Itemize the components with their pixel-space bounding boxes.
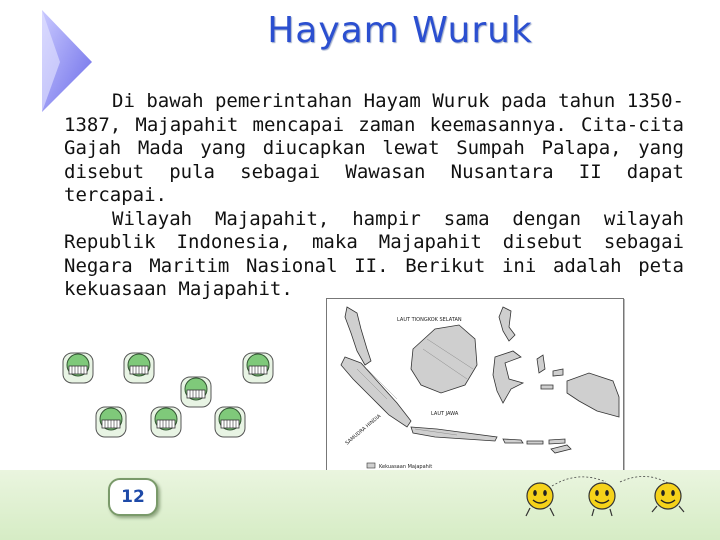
smiley-button-icon[interactable] bbox=[123, 352, 155, 384]
smiley-button-icon[interactable] bbox=[242, 352, 274, 384]
map-java bbox=[411, 427, 497, 441]
smiley-button-icon[interactable] bbox=[62, 352, 94, 384]
map-nusa-tenggara bbox=[503, 439, 565, 444]
map-label-north-sea: LAUT TIONGKOK SELATAN bbox=[397, 317, 462, 323]
smiley-button-icon[interactable] bbox=[150, 406, 182, 438]
map-sulawesi bbox=[493, 351, 523, 403]
slide-title: Hayam Wuruk bbox=[267, 10, 533, 51]
map-peninsula bbox=[345, 307, 371, 365]
majapahit-map bbox=[326, 298, 624, 478]
map-papua bbox=[567, 373, 619, 417]
nav-connector-lines bbox=[548, 470, 678, 490]
paragraph-2: Wilayah Majapahit, hampir sama dengan wilayah Republik Indonesia, maka Majapahit disebut sebagai Negara Maritim Nasional II. Berikut ini adalah peta kekuasaan Majapahit. bbox=[64, 207, 684, 300]
map-philippines bbox=[499, 307, 515, 341]
smiley-button-icon[interactable] bbox=[95, 406, 127, 438]
smiley-button-icon[interactable] bbox=[180, 376, 212, 408]
paragraph-1: Di bawah pemerintahan Hayam Wuruk pada tahun 1350-1387, Majapahit mencapai zaman keemasannya. Cita-cita Gajah Mada yang diucapkan lewat Sumpah Palapa, yang disebut pula sebagai Wawasan Nusantara II dapat tercapai. bbox=[64, 90, 684, 206]
map-timor bbox=[551, 445, 571, 453]
map-legend-swatch bbox=[367, 463, 375, 468]
body-text bbox=[64, 90, 684, 302]
page-number-badge: 12 bbox=[108, 478, 158, 516]
map-maluku bbox=[537, 355, 563, 389]
map-label-java-sea: LAUT JAWA bbox=[431, 411, 459, 417]
map-image bbox=[327, 299, 623, 477]
map-label-indian-ocean: SAMUDRA HINDIA bbox=[344, 413, 383, 447]
map-legend-label: Kekuasaan Majapahit bbox=[379, 464, 433, 470]
smiley-button-icon[interactable] bbox=[214, 406, 246, 438]
map-borneo bbox=[411, 325, 477, 393]
